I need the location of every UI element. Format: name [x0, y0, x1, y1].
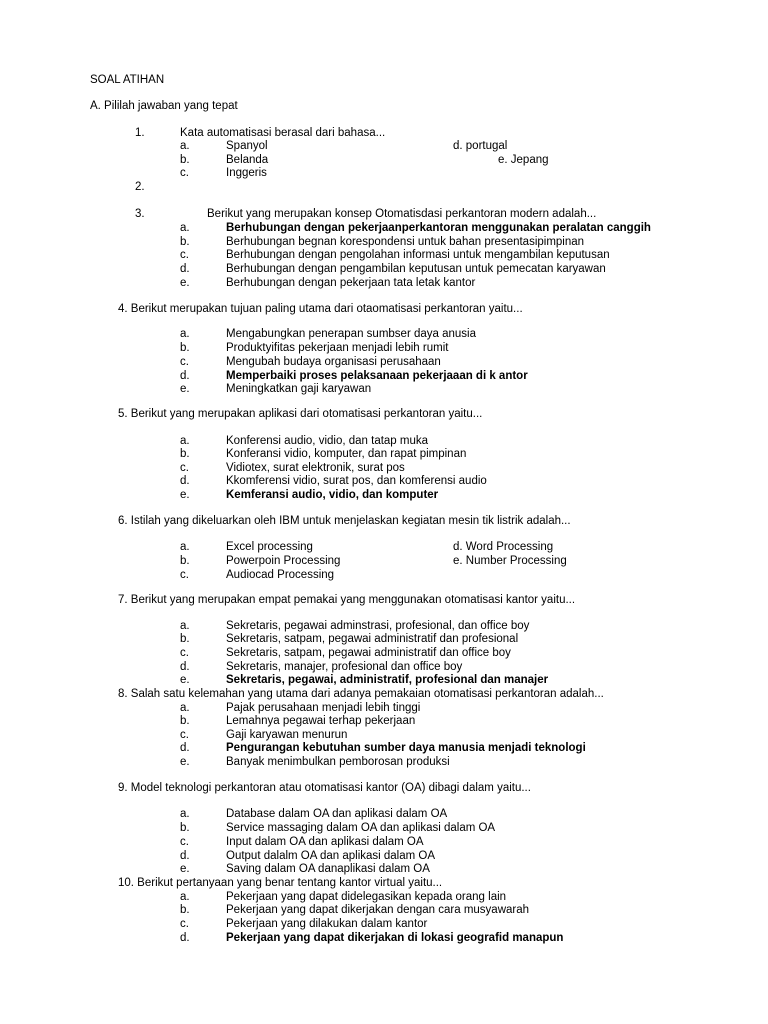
- q9-opt-e-label: e.: [180, 863, 190, 875]
- q5-opt-e-label: e.: [180, 489, 190, 501]
- q3-opt-c-text: Berhubungan dengan pengolahan informasi untuk mengambilan keputusan: [226, 249, 610, 261]
- q3-number: 3.: [135, 208, 145, 220]
- q7-opt-d-text: Sekretaris, manajer, profesional dan office boy: [226, 661, 463, 673]
- q7-opt-b-text: Sekretaris, satpam, pegawai administratif dan profesional: [226, 633, 519, 645]
- q9-opt-d-text: Output dalalm OA dan aplikasi dalam OA: [226, 850, 436, 862]
- q4-opt-b-text: Produktyifitas pekerjaan menjadi lebih rumit: [226, 342, 449, 354]
- q3-opt-a-label: a.: [180, 222, 190, 234]
- q6-opt-c-label: c.: [180, 569, 189, 581]
- q9-opt-c-label: c.: [180, 836, 189, 848]
- q7-text: 7. Berikut yang merupakan empat pemakai yang menggunakan otomatisasi kantor yaitu...: [118, 594, 576, 606]
- q9-opt-c-text: Input dalam OA dan aplikasi dalam OA: [226, 836, 424, 848]
- q10-opt-b-text: Pekerjaan yang dapat dikerjakan dengan cara musyawarah: [226, 904, 530, 916]
- q8-opt-c-text: Gaji karyawan menurun: [226, 729, 348, 741]
- q5-opt-c-text: Vidiotex, surat elektronik, surat pos: [226, 462, 405, 474]
- q6-opt-e: e. Number Processing: [453, 555, 567, 567]
- q5-opt-a-label: a.: [180, 435, 190, 447]
- q4-opt-e-label: e.: [180, 383, 190, 395]
- q6-opt-d: d. Word Processing: [453, 541, 554, 553]
- q4-opt-d-label: d.: [180, 370, 190, 382]
- q3-opt-c-label: c.: [180, 249, 189, 261]
- q7-opt-e-label: e.: [180, 674, 190, 686]
- q8-opt-e-label: e.: [180, 756, 190, 768]
- q5-opt-d-label: d.: [180, 475, 190, 487]
- section-heading: A. Pililah jawaban yang tepat: [90, 100, 238, 112]
- q4-opt-c-text: Mengubah budaya organisasi perusahaan: [226, 356, 441, 368]
- q3-opt-a-text: Berhubungan dengan pekerjaanperkantoran menggunakan peralatan canggih: [226, 222, 651, 234]
- q3-opt-d-text: Berhubungan dengan pengambilan keputusan untuk pemecatan karyawan: [226, 263, 606, 275]
- q5-opt-b-text: Konferansi vidio, komputer, dan rapat pimpinan: [226, 448, 467, 460]
- q9-opt-b-text: Service massaging dalam OA dan aplikasi dalam OA: [226, 822, 496, 834]
- q8-opt-b-text: Lemahnya pegawai terhap pekerjaan: [226, 715, 416, 727]
- q8-opt-c-label: c.: [180, 729, 189, 741]
- q4-text: 4. Berikut merupakan tujuan paling utama dari otaomatisasi perkantoran yaitu...: [118, 303, 523, 315]
- q3-opt-b-label: b.: [180, 236, 190, 248]
- q6-opt-a-text: Excel processing: [226, 541, 313, 553]
- q7-opt-c-label: c.: [180, 647, 189, 659]
- q7-opt-a-text: Sekretaris, pegawai adminstrasi, profesional, dan office boy: [226, 620, 530, 632]
- q4-opt-c-label: c.: [180, 356, 189, 368]
- q10-opt-a-text: Pekerjaan yang dapat didelegasikan kepada orang lain: [226, 891, 507, 903]
- q1-opt-a-text: Spanyol: [226, 140, 268, 152]
- q9-opt-a-label: a.: [180, 808, 190, 820]
- q8-text: 8. Salah satu kelemahan yang utama dari adanya pemakaian otomatisasi perkantoran adalah...: [118, 688, 604, 700]
- q5-opt-c-label: c.: [180, 462, 189, 474]
- q1-opt-e: e. Jepang: [498, 154, 549, 166]
- q10-opt-b-label: b.: [180, 904, 190, 916]
- q3-opt-e-label: e.: [180, 277, 190, 289]
- q4-opt-a-label: a.: [180, 328, 190, 340]
- q8-opt-e-text: Banyak menimbulkan pemborosan produksi: [226, 756, 450, 768]
- q10-opt-c-text: Pekerjaan yang dilakukan dalam kantor: [226, 918, 428, 930]
- q2-number: 2.: [135, 181, 145, 193]
- q8-opt-a-text: Pajak perusahaan menjadi lebih tinggi: [226, 702, 421, 714]
- page-title: SOAL ATIHAN: [90, 74, 165, 86]
- q4-opt-a-text: Mengabungkan penerapan sumbser daya anusia: [226, 328, 476, 340]
- q8-opt-d-label: d.: [180, 742, 190, 754]
- q6-text: 6. Istilah yang dikeluarkan oleh IBM untuk menjelaskan kegiatan mesin tik listrik adalah...: [118, 515, 571, 527]
- q5-opt-d-text: Kkomferensi vidio, surat pos, dan komferensi audio: [226, 475, 487, 487]
- q3-text: Berikut yang merupakan konsep Otomatisdasi perkantoran modern adalah...: [207, 208, 597, 220]
- q9-opt-a-text: Database dalam OA dan aplikasi dalam OA: [226, 808, 448, 820]
- q10-opt-d-text: Pekerjaan yang dapat dikerjakan di lokasi geografid manapun: [226, 932, 564, 944]
- q1-opt-a-label: a.: [180, 140, 190, 152]
- q5-text: 5. Berikut yang merupakan aplikasi dari otomatisasi perkantoran yaitu...: [118, 408, 483, 420]
- q9-text: 9. Model teknologi perkantoran atau otomatisasi kantor (OA) dibagi dalam yaitu...: [118, 782, 531, 794]
- q8-opt-b-label: b.: [180, 715, 190, 727]
- q1-opt-b-label: b.: [180, 154, 190, 166]
- q3-opt-d-label: d.: [180, 263, 190, 275]
- q1-opt-c-text: Inggeris: [226, 167, 267, 179]
- q10-opt-a-label: a.: [180, 891, 190, 903]
- q10-text: 10. Berikut pertanyaan yang benar tentang kantor virtual yaitu...: [118, 877, 443, 889]
- q6-opt-c-text: Audiocad Processing: [226, 569, 335, 581]
- q10-opt-d-label: d.: [180, 932, 190, 944]
- q7-opt-e-text: Sekretaris, pegawai, administratif, profesional dan manajer: [226, 674, 549, 686]
- q4-opt-d-text: Memperbaiki proses pelaksanaan pekerjaaan di k antor: [226, 370, 528, 382]
- q6-opt-b-label: b.: [180, 555, 190, 567]
- q5-opt-a-text: Konferensi audio, vidio, dan tatap muka: [226, 435, 429, 447]
- q1-opt-d: d. portugal: [453, 140, 508, 152]
- q9-opt-d-label: d.: [180, 850, 190, 862]
- q5-opt-b-label: b.: [180, 448, 190, 460]
- q7-opt-c-text: Sekretaris, satpam, pegawai administratif dan office boy: [226, 647, 511, 659]
- q3-opt-b-text: Berhubungan begnan korespondensi untuk bahan presentasipimpinan: [226, 236, 585, 248]
- q5-opt-e-text: Kemferansi audio, vidio, dan komputer: [226, 489, 439, 501]
- q10-opt-c-label: c.: [180, 918, 189, 930]
- q1-opt-b-text: Belanda: [226, 154, 269, 166]
- q7-opt-a-label: a.: [180, 620, 190, 632]
- q9-opt-e-text: Saving dalam OA danaplikasi dalam OA: [226, 863, 430, 875]
- q4-opt-e-text: Meningkatkan gaji karyawan: [226, 383, 372, 395]
- q1-opt-c-label: c.: [180, 167, 189, 179]
- q7-opt-b-label: b.: [180, 633, 190, 645]
- q1-number: 1.: [135, 127, 145, 139]
- q6-opt-a-label: a.: [180, 541, 190, 553]
- q9-opt-b-label: b.: [180, 822, 190, 834]
- q3-opt-e-text: Berhubungan dengan pekerjaan tata letak kantor: [226, 277, 476, 289]
- q4-opt-b-label: b.: [180, 342, 190, 354]
- q8-opt-d-text: Pengurangan kebutuhan sumber daya manusia menjadi teknologi: [226, 742, 586, 754]
- q6-opt-b-text: Powerpoin Processing: [226, 555, 341, 567]
- q1-text: Kata automatisasi berasal dari bahasa...: [180, 127, 386, 139]
- q7-opt-d-label: d.: [180, 661, 190, 673]
- q8-opt-a-label: a.: [180, 702, 190, 714]
